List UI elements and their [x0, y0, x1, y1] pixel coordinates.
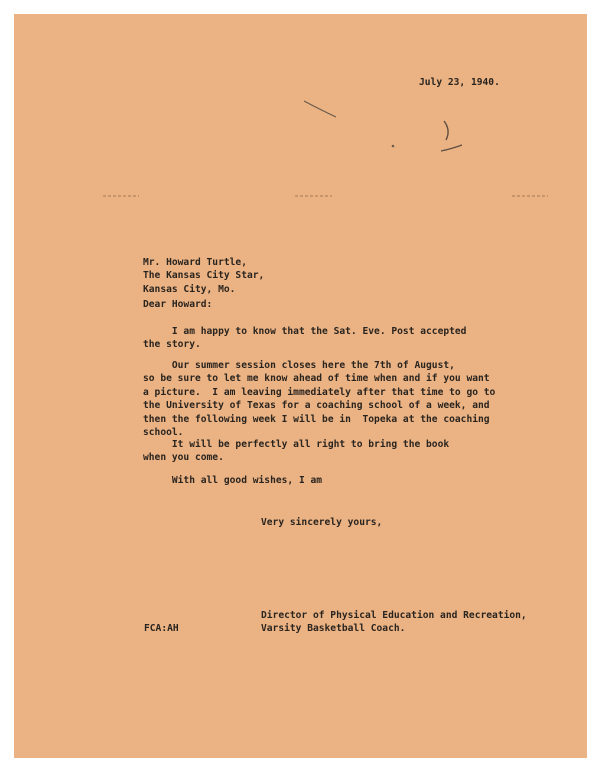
recipient-line-3: Kansas City, Mo.	[143, 283, 236, 295]
paragraph-1: I am happy to know that the Sat. Eve. Post accepted the story.	[143, 326, 467, 351]
pencil-mark-1	[304, 101, 336, 117]
recipient-line-1: Mr. Howard Turtle,	[143, 257, 247, 268]
letter-date: July 23, 1940.	[419, 77, 500, 88]
signature-title	[261, 609, 527, 636]
letter-page	[14, 14, 587, 758]
reference-initials: FCA:AH	[144, 623, 179, 634]
pencil-mark-3	[441, 145, 462, 151]
paragraph-4: With all good wishes, I am	[143, 475, 323, 486]
recipient-line-2: The Kansas City Star,	[143, 270, 265, 282]
closing: Very sincerely yours,	[261, 517, 383, 528]
signature-title-line-2: Varsity Basketball Coach.	[261, 623, 406, 635]
pencil-dot	[392, 145, 395, 148]
pencil-mark-2	[444, 121, 448, 140]
paragraph-3: It will be perfectly all right to bring the book when you come.	[143, 439, 450, 464]
paragraph-2: Our summer session closes here the 7th of August, so be sure to let me know ahead of time when and if you want a picture. I am leaving immediately after that time to go to the University of Texas for a coaching school of a week, and then the following week I will be in Topeka at the coaching school.	[143, 360, 496, 439]
signature-title-line-1: Director of Physical Education and Recreation,	[261, 610, 527, 621]
recipient-address	[143, 256, 264, 296]
salutation: Dear Howard:	[143, 299, 213, 310]
